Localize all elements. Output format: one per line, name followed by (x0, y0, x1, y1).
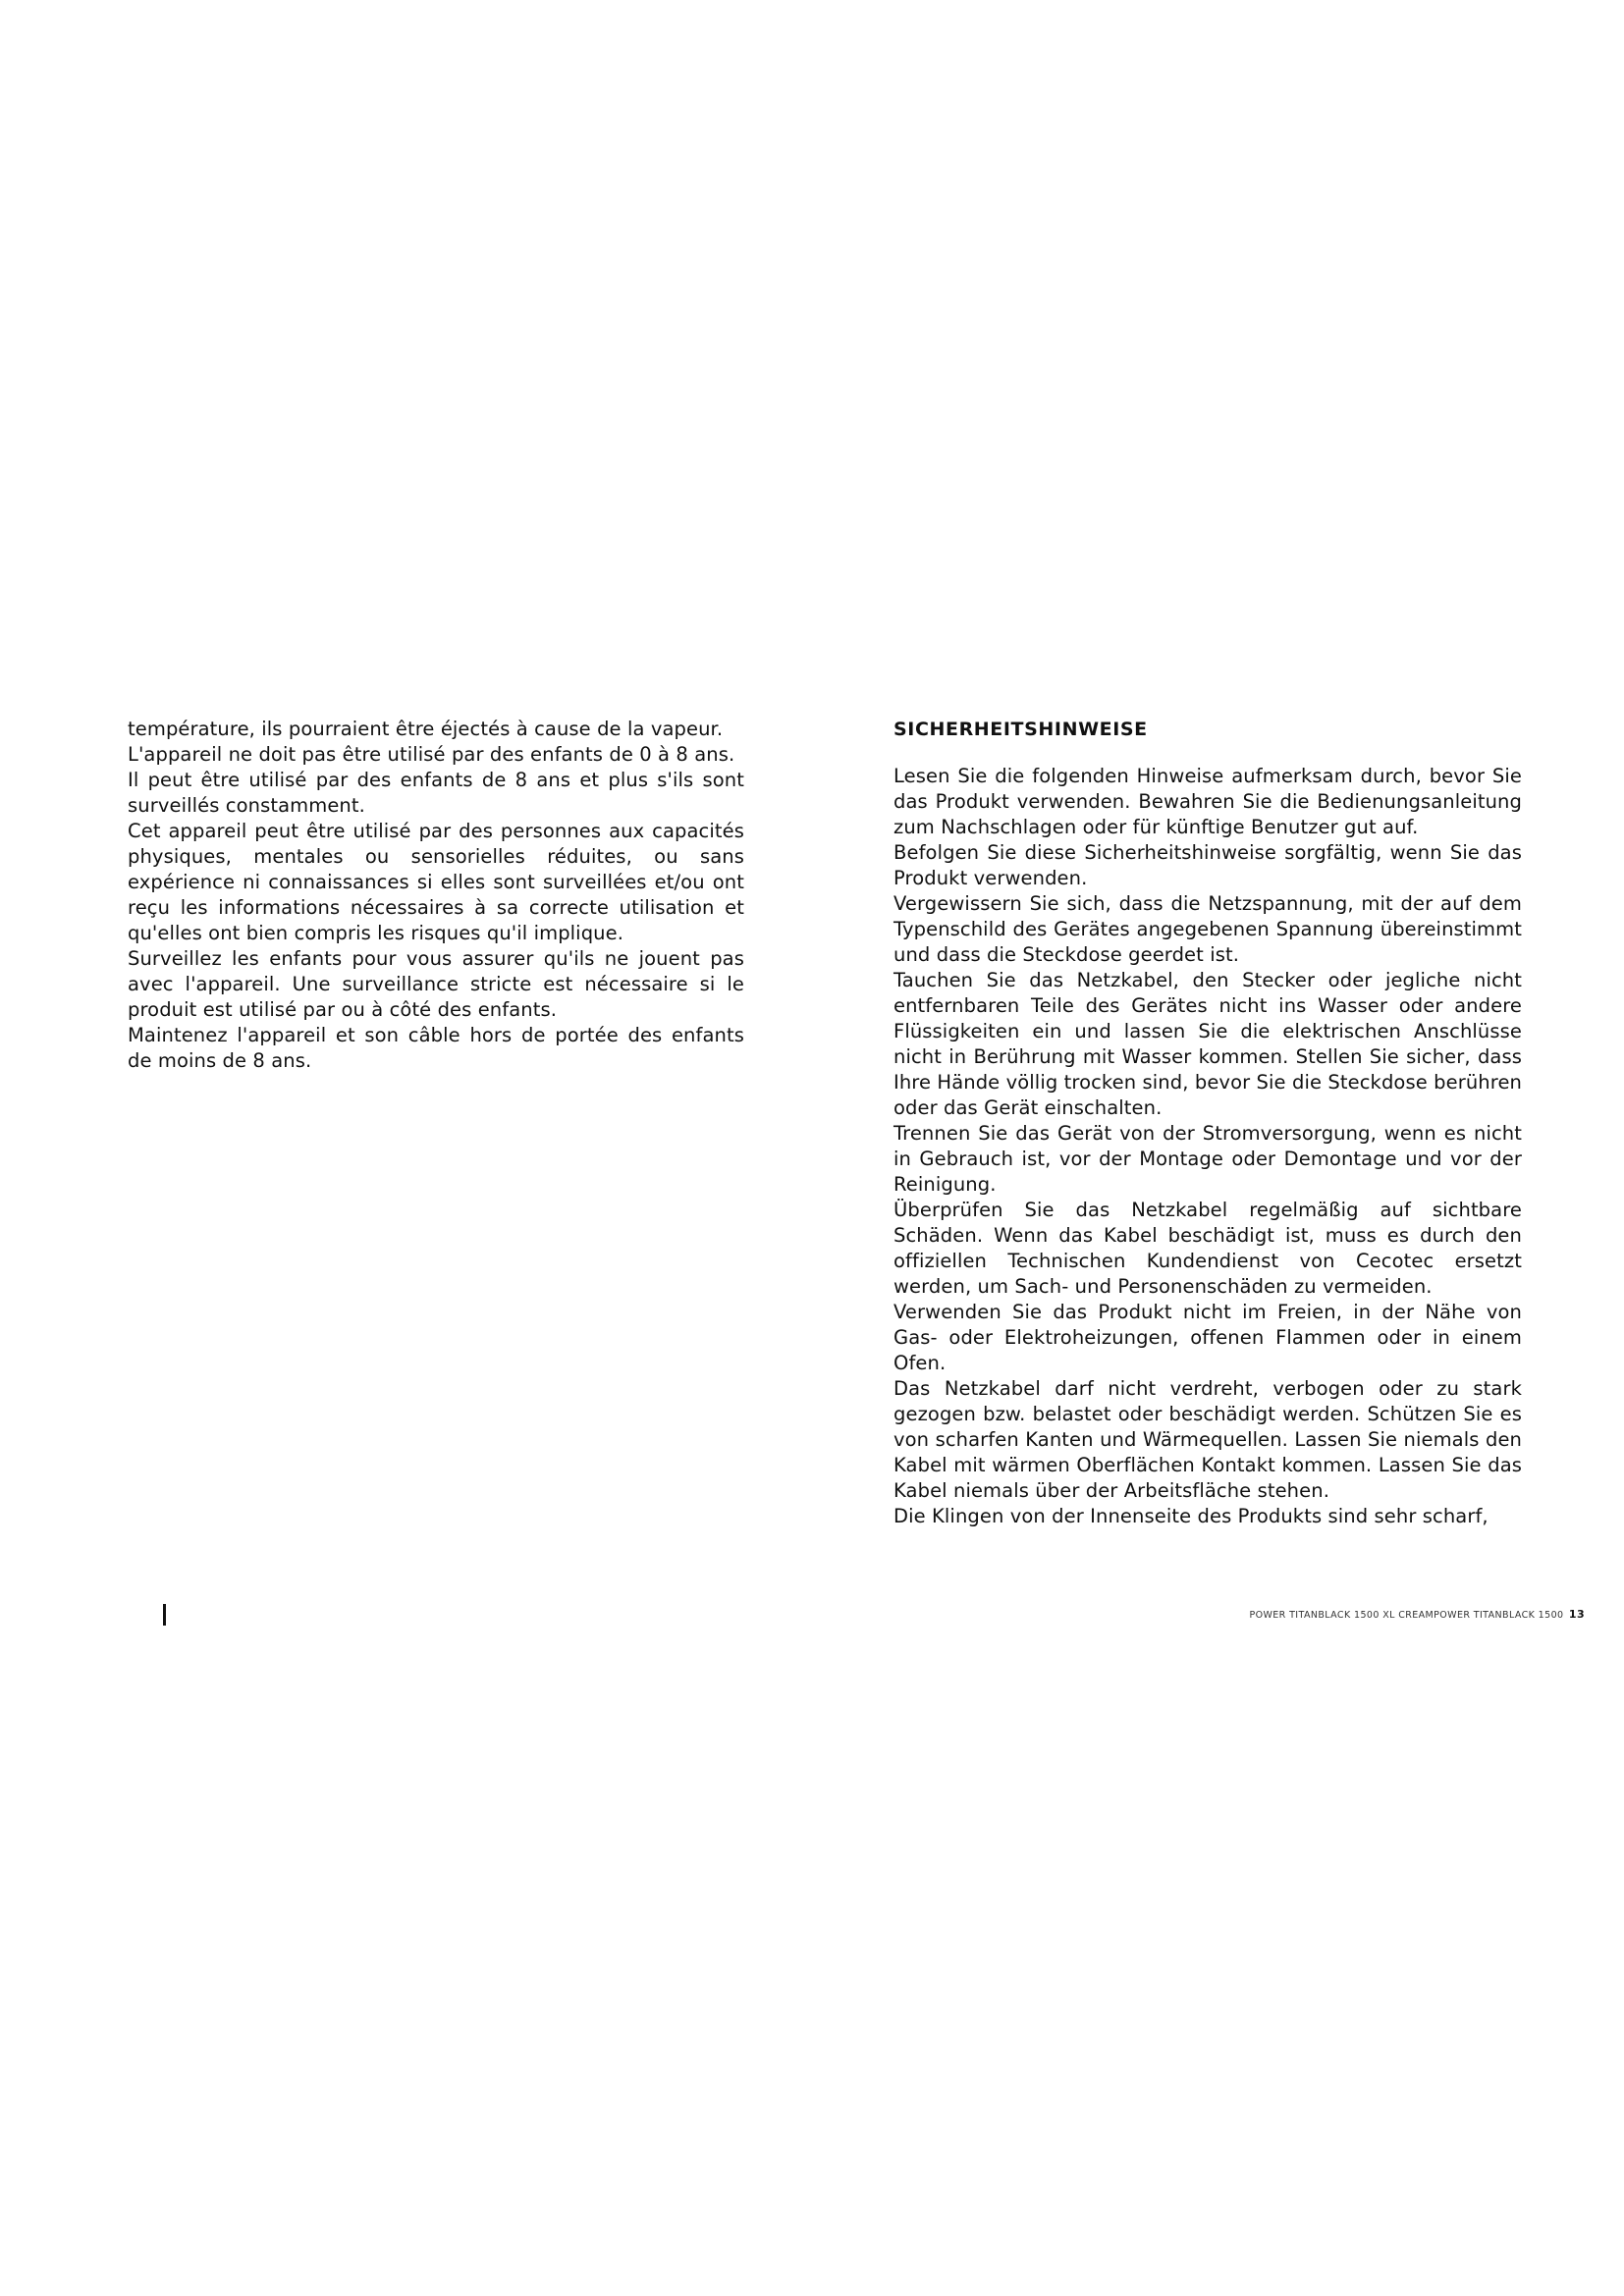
right-paragraph-8: Das Netzkabel darf nicht verdreht, verbogen oder zu stark gezogen bzw. belastet oder beschädigt werden. Schützen Sie es von scharfen Kanten und Wärmequellen. Lassen Sie niemals den Kabel mit wärmen Oberflächen Kontakt kommen. Lassen Sie das Kabel niemals über der Arbeitsfläche stehen. (893, 1377, 1522, 1502)
right-paragraph-7: Verwenden Sie das Produkt nicht im Freien, in der Nähe von Gas- oder Elektroheizungen, offenen Flammen oder in einem Ofen. (893, 1301, 1522, 1374)
right-paragraph-1: Lesen Sie die folgenden Hinweise aufmerksam durch, bevor Sie das Produkt verwenden. Bewahren Sie die Bedienungsanleitung zum Nachschlagen oder für künftige Benutzer gut auf. (893, 765, 1522, 838)
section-heading: SICHERHEITSHINWEISE (893, 719, 1148, 740)
right-paragraph-4: Tauchen Sie das Netzkabel, den Stecker oder jegliche nicht entfernbaren Teile des Gerätes nicht ins Wasser oder andere Flüssigkeiten ein und lassen Sie die elektrischen Anschlüsse nicht in Berührung mit Wasser kommen. Stellen Sie sicher, dass Ihre Hände völlig trocken sind, bevor Sie die Steckdose berühren oder das Gerät einschalten. (893, 969, 1522, 1119)
footer-left-marker (163, 1604, 166, 1626)
right-paragraph-5: Trennen Sie das Gerät von der Stromversorgung, wenn es nicht in Gebrauch ist, vor der Montage oder Demontage und vor der Reinigung. (893, 1122, 1522, 1196)
page-number: 13 (1568, 1608, 1585, 1621)
left-paragraph-4: Cet appareil peut être utilisé par des personnes aux capacités physiques, mentales ou sensorielles réduites, ou sans expérience ni connaissances si elles sont surveillées et/ou ont reçu les informations nécessaires à sa correcte utilisation et qu'elles ont bien compris les risques qu'il implique. (128, 820, 744, 944)
left-paragraph-6: Maintenez l'appareil et son câble hors de portée des enfants de moins de 8 ans. (128, 1024, 744, 1072)
left-column (128, 717, 744, 1074)
right-paragraph-2: Befolgen Sie diese Sicherheitshinweise sorgfältig, wenn Sie das Produkt verwenden. (893, 841, 1522, 889)
left-paragraph-3: Il peut être utilisé par des enfants de 8 ans et plus s'ils sont surveillés constamment. (128, 769, 744, 817)
right-column (893, 717, 1522, 1529)
left-paragraph-2: L'appareil ne doit pas être utilisé par des enfants de 0 à 8 ans. (128, 743, 735, 766)
footer-product-name: POWER TITANBLACK 1500 XL CREAMPOWER TITANBLACK 1500 (1249, 1610, 1564, 1621)
left-paragraph-5: Surveillez les enfants pour vous assurer qu'ils ne jouent pas avec l'appareil. Une surveillance stricte est nécessaire si le produit est utilisé par ou à côté des enfants. (128, 947, 744, 1021)
right-paragraph-3: Vergewissern Sie sich, dass die Netzspannung, mit der auf dem Typenschild des Gerätes angegebenen Spannung übereinstimmt und dass die Steckdose geerdet ist. (893, 892, 1522, 966)
left-paragraph-1: température, ils pourraient être éjectés à cause de la vapeur. (128, 718, 724, 740)
right-paragraph-9: Die Klingen von der Innenseite des Produkts sind sehr scharf, (893, 1505, 1489, 1527)
footer (1249, 1608, 1585, 1623)
right-paragraph-6: Überprüfen Sie das Netzkabel regelmäßig auf sichtbare Schäden. Wenn das Kabel beschädigt ist, muss es durch den offiziellen Technischen Kundendienst von Cecotec ersetzt werden, um Sach- und Personenschäden zu vermeiden. (893, 1199, 1522, 1298)
